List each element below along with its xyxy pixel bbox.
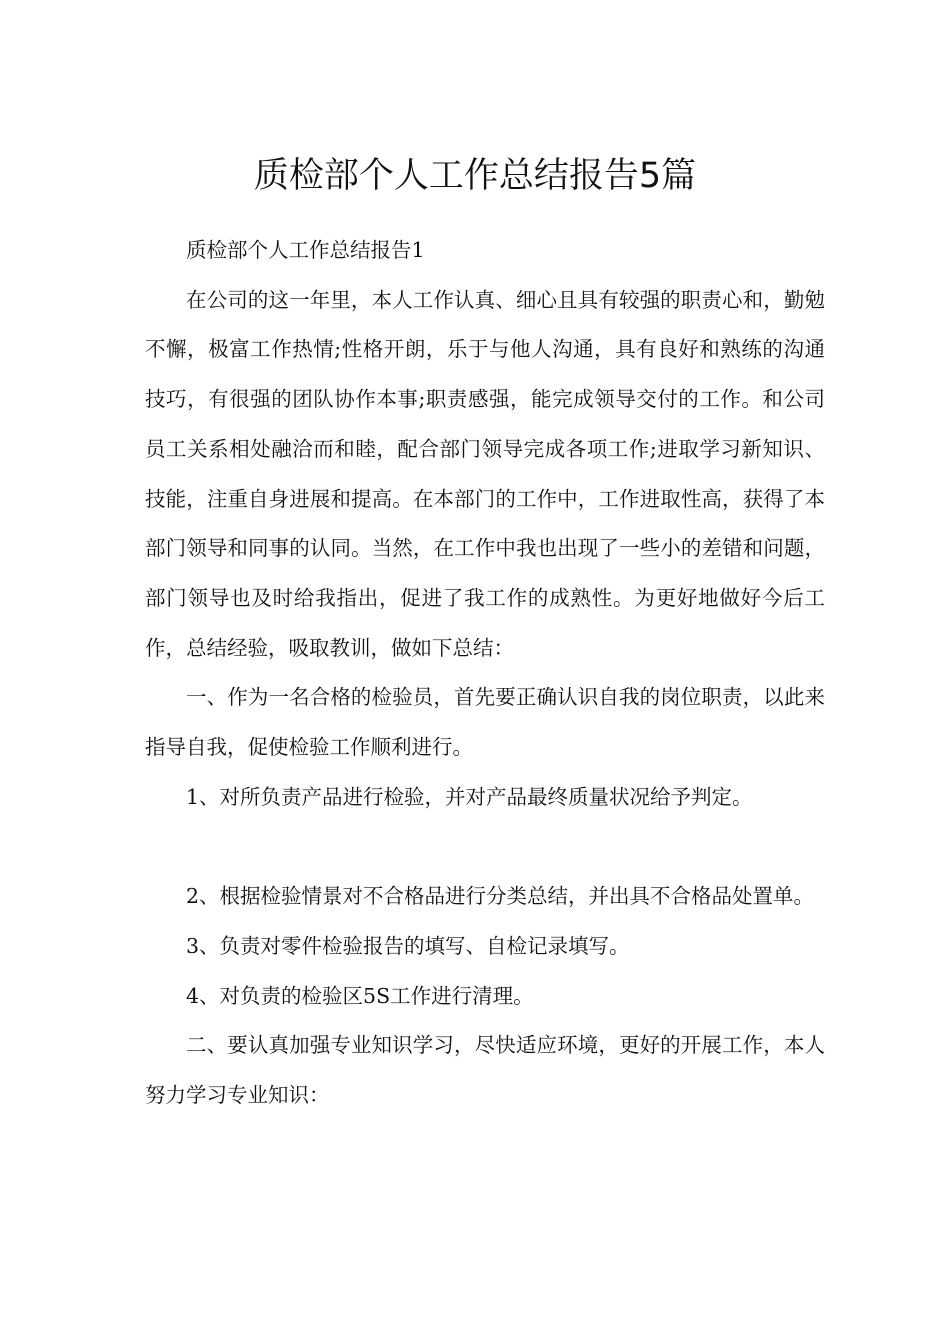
document-body bbox=[145, 226, 825, 1121]
duty-item-2: 2、根据检验情景对不合格品进行分类总结，并出具不合格品处置单。 bbox=[186, 884, 815, 909]
intro-paragraph: 在公司的这一年里，本人工作认真、细心且具有较强的职责心和，勤勉不懈，极富工作热情;性格开朗，乐于与他人沟通，具有良好和熟练的沟通技巧，有很强的团队协作本事;职责感强，能完成领导交付的工作。和公司员工关系相处融洽而和睦，配合部门领导完成各项工作;进取学习新知识、技能，注重自身进展和提高。在本部门的工作中，工作进取性高，获得了本部门领导和同事的认同。当然，在工作中我也出现了一些小的差错和问题，部门领导也及时给我指出，促进了我工作的成熟性。为更好地做好今后工作，总结经验，吸取教训，做如下总结： bbox=[145, 287, 825, 660]
duty-item-4: 4、对负责的检验区5S工作进行清理。 bbox=[186, 983, 534, 1008]
document-title: 质检部个人工作总结报告5篇 bbox=[253, 156, 697, 197]
duty-item-1: 1、对所负责产品进行检验，并对产品最终质量状况给予判定。 bbox=[186, 784, 753, 809]
duty-item-3: 3、负责对零件检验报告的填写、自检记录填写。 bbox=[186, 933, 630, 958]
point-one-paragraph: 一、作为一名合格的检验员，首先要正确认识自我的岗位职责，以此来指导自我，促使检验工作顺利进行。 bbox=[145, 685, 825, 760]
section-heading: 质检部个人工作总结报告1 bbox=[186, 238, 425, 262]
point-two-paragraph: 二、要认真加强专业知识学习，尽快适应环境，更好的开展工作，本人努力学习专业知识： bbox=[145, 1033, 825, 1107]
